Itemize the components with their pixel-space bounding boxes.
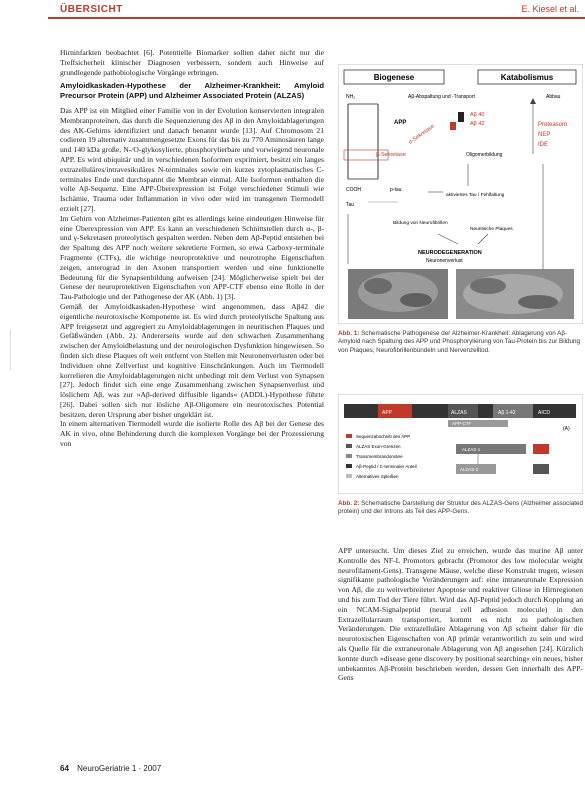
section-title: ÜBERSICHT [60, 4, 123, 15]
label-secretase-a: α-Sekretase [407, 123, 436, 146]
paragraph-animal-model: In einem alternativen Tiermodell wurde die isolierte Rolle des Aβ bei der Genese des AK in vivo, ohne Behinderung durch die komplexen Vorgänge bei der Prozessierung von [60, 419, 324, 449]
tag-alzas-1: ALZAS-1 [462, 447, 481, 452]
figure-1-caption [338, 330, 583, 355]
legend-5: Alternatives Spleißen [356, 474, 399, 479]
legend-3: Transmembrandomäne [356, 454, 403, 459]
caption-1-text: Schematische Pathogenese der Alzheimer-Krankheit: Ablagerung von Aβ-Amyloid nach Spaltung des APP und Phosphorylierung von Tau-Protein bis zur Bildung von Plaques, Neurofibrillenbündeln und Nervenzelltod. [338, 330, 580, 354]
tag-app-ctf: APP-CTF [452, 421, 472, 426]
author-running-head: E. Kiesel et al. [521, 4, 579, 14]
label-ide: IDE [538, 142, 549, 148]
label-nep: NEP [538, 132, 551, 138]
brain-micrograph-left [348, 269, 448, 319]
label-cell-loss: Neuronenverlust [426, 258, 463, 264]
legend-2: ALZAS Exon-Grenzen [356, 444, 401, 449]
section-heading: Amyloidkaskaden-Hypothese der Alzheimer-Krankheit: Amyloid Precursor Protein (APP) und Alzheimer Associated Protein (ALZAS) [60, 81, 324, 101]
journal-name: NeuroGeriatrie 1 · 2007 [77, 764, 162, 773]
tag-alzas: ALZAS [451, 410, 467, 416]
tag-app: APP [382, 410, 393, 416]
label-abbau: Abbau [546, 94, 561, 100]
intro-paragraph: Hirninfarkten beobachtet [6]. Potentielle Biomarker sollten daher nicht nur die Treffsicherheit klinischer Diagnosen verbessern, sondern auch Hinweise auf grundlegende pathobiologische Vorgänge erbringen. [60, 48, 324, 77]
label-app: APP [394, 120, 407, 126]
page-footer [60, 764, 161, 773]
label-nh2: NH₂ [346, 94, 356, 100]
paragraph-app: Das APP ist ein Mitglied einer Familie von in der Evolution konservierten integralen Membranproteinen, das durch die Sequenzierung des Aβ in den Amyloidablagerungen des AK-Gehirns identifiziert und danach benannt wurde [13]. Auf Chromosom 21 codieren 19 alternativ zusammengesetzte Exons für das bis zu 770 Aminosäuren lange und 140 kDa große, N-/O-glykosylierte, phosphorylierbare und vorwiegend neuronale APP. Es wird ubiquitär und in verschiedenen Isoformen exprimiert, besitzt ein langes extrazelluläres/intravesikuläres N-terminales sowie ein kurzes zytoplasmatisches C-terminales Ende und durchspannt die Membran einmal. Alle Isoformen enthalten die volle Aβ-Sequenz. Eine APP-Überexpression ist Folge verschiedener Stimuli wie Ischämie, Trauma oder Inflammation in vivo oder wird im transgenen Tiermodell erzielt [27]. [60, 105, 324, 213]
margin-mark [10, 330, 17, 370]
katabolismus-title: Katabolismus [500, 73, 554, 82]
figure-2-caption [338, 500, 583, 517]
figure-1-svg [338, 64, 583, 324]
right-column [338, 546, 583, 786]
legend-1: Sequenzabschnitt des APP [356, 434, 411, 439]
label-cooh: COOH [346, 187, 361, 193]
header-rule [48, 17, 585, 19]
left-column [60, 48, 324, 738]
label-oligomer: Oligomerbildung [466, 152, 503, 158]
tag-ab142: Aβ 1-42 [498, 410, 516, 416]
right-paragraph: APP untersucht. Um dieses Ziel zu erreichen, wurde das murine Aβ unter Kontrolle des NF-L Promotors gebracht (Promotor des low molecular weight neurofilament-Gens). Transgene Mäuse, welche diese Konstrukt trugen, wiesen signifikante pathologische Veränderungen auf: eine intraneuronale Expression von Aβ, die zu weitverbreiteter Apoptose und reaktiver Gliose in Hirnregionen und bis zum Tod der Tiere führt. Wird das Aβ-Peptid jedoch durch Kopplung an ein NCAM-Signalpeptid (neural cell adhesion molecule) in den Extrazellularraum transportiert, kommt es nicht zu pathologischen Veränderungen. Die extrazelluläre Ablagerung von Aβ scheint daher für die neurotoxischen Eigenschaften von Aβ primär verantwortlich zu sein und wird als Quelle für die extraneuronale Ablagerung von Aβ angesehen [24]. Kürzlich konnte durch »disease gene discovery by positional searching« ein neues, bisher unbekanntes Aβ-Protein beschrieben werden, dessen Gen innerhalb des APP-Gens [338, 546, 583, 683]
page-number: 64 [60, 764, 69, 773]
tag-alzas-2: ALZAS-2 [460, 467, 479, 472]
figure-1-diagram [338, 64, 583, 324]
figure-2-diagram [338, 394, 583, 494]
label-tau: Tau [346, 202, 355, 208]
legend-4: Aβ-Peptid / C-terminaler Anteil [356, 464, 417, 469]
paragraph-secretase: Im Gehirn von Alzheimer-Patienten gibt es allerdings keine eindeutigen Hinweise für eine Überexpression von APP. Es kann an verschiedenen Schnittstellen durch α-, β- und γ-Sekretasen proteolytisch gespalten werden. Neben dem Aβ-Peptid entstehen bei der Spaltung des APP noch weitere sekretierte Formen, so etwa Carboxy-terminale Fragmente (CTFs), die wichtige neuroprotektive und neurotrophe Eigenschaften zeigen, anterograd in den Axonen transportiert werden und eine funktionelle Bedeutung für die Synapsenbildung aufweisen [24]. Möglicherweise spielt bei der Genese der neuroprotektiven Eigenschaften von APP-CTF ebenso eine Rolle in der Tau-Pathologie und der Pathogenese der AK (Abb. 1) [3]. [60, 213, 324, 302]
label-secretase-b: β-Sekretase [376, 152, 406, 158]
brain-micrograph-right [456, 269, 574, 319]
paragraph-amyloid-cascade: Gemäß der Amyloidkaskaden-Hypothese wird angenommen, dass Aβ42 die eigentliche neurotoxische Komponente ist. Es wird durch proteolytische Spaltung aus APP freigesetzt und aggregiert zu Amyloidablagerungen in neuritischen Plaques und Gefäßwänden (Abb. 2). Andererseits wurde auf den schwachen Zusammenhang zwischen der Amyloidbelastung und der neurologischen Dysfunktion hingewiesen. So finden sich diese Plaques oft weit entfernt von Stellen mit Neuronenverlusten oder bei Individuen ohne Zellverlust und kognitive Einschränkungen. Auch im Tiermodell korrelieren die Amyloidablagerungen nicht unbedingt mit dem Verlust von Synapsen [27]. Jedoch findet sich eine enge Zusammenhang zwischen Synapsenverlust und löslichem Aβ, was zur »Aβ-derived diffusible ligands« (ADDL)-Hypothese führte [26]. Dabei sollen sich nur lösliche Aβ-Oligomere ein neurotoxisches Potential besitzen, deren Ursprung aber bisher ungeklärt ist. [60, 301, 324, 419]
caption-1-label: Abb. 1: [338, 330, 360, 337]
label-aggregate: aktiviertes Tau / Fehlfaltung [446, 193, 505, 198]
label-plaques: Neuritische Plaques [470, 227, 513, 232]
figure-2-marker: (A) [563, 426, 570, 432]
label-bundles: Bildung von Neurofibrillen [393, 221, 448, 226]
label-cleavage: Aβ-Abspaltung und -Transport [408, 94, 475, 100]
label-proteasom: Proteasom [538, 122, 568, 128]
caption-2-label: Abb. 2: [338, 500, 360, 507]
label-ab42: Aβ 42 [470, 121, 485, 127]
figure-2-svg [338, 394, 583, 494]
label-ab40: Aβ 40 [470, 112, 485, 118]
tag-aicd: AICD [538, 410, 550, 416]
label-ptau: p-tau [390, 187, 402, 193]
page-header [0, 0, 585, 24]
label-neurodegeneration: NEURODEGENERATION [418, 250, 482, 256]
biogenese-title: Biogenese [373, 73, 415, 82]
caption-2-text: Schematische Darstellung der Struktur des ALZAS-Gens (Alzheimer associated protein) und der Introns als Teil des APP-Gens. [338, 500, 583, 516]
